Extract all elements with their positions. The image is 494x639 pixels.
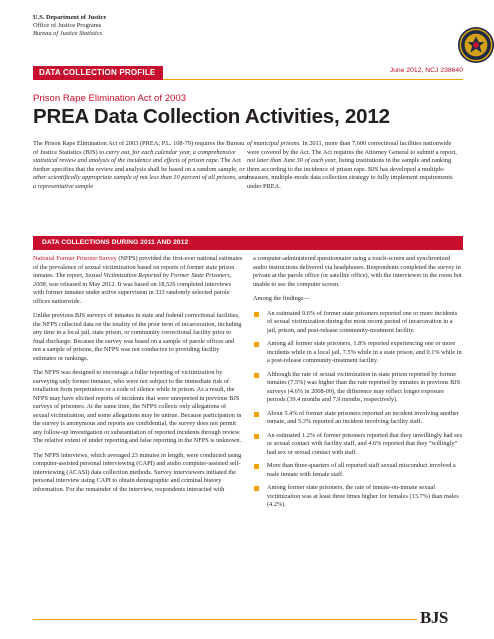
office-name: Office of Justice Programs bbox=[33, 22, 102, 30]
doj-seal-icon bbox=[457, 26, 494, 64]
body-paragraph: The NFPS interviews, which averaged 23 minutes in length, were conducted using computer-assisted personal interviewing (CAPI) and audio computer-assisted self-interviewing (ACASI) data collection methods. Survey interviewers initiated the personal interview using CAPI to obtain demographic and criminal history information. For the remainder of the interview, respondents interacted with bbox=[33, 451, 242, 493]
act-subtitle: Prison Rape Elimination Act of 2003 bbox=[33, 93, 187, 104]
intro-text: In 2011, more than 7,600 correctional facilities nationwide were covered by the Act. The Act requires the Attorney General to submit a report, bbox=[247, 140, 457, 156]
body-left-column bbox=[33, 255, 243, 500]
square-bullet-icon bbox=[254, 312, 259, 317]
finding-text: More than three-quarters of all reported staff sexual misconduct involved a male inmate with female staff. bbox=[267, 462, 456, 478]
intro-text: listing institutions in the sample and ranking them according to the incidence of prison rape. BJS has developed a multiple-measure, multiple-mode data collection strategy to fully implement requirements under PREA. bbox=[247, 157, 453, 190]
header-rule bbox=[163, 79, 463, 80]
finding-text: An estimated 1.2% of former prisoners reported that they unwillingly had sex or sexual contact with facility staff, and 4.6% reported that they “willingly” had sex or sexual contact with staff. bbox=[267, 431, 463, 456]
finding-item bbox=[253, 371, 463, 405]
finding-text: Among former state prisoners, the rate of inmate-on-inmate sexual victimization was at least three times higher for females (13.7%) than males (4.2%). bbox=[267, 484, 459, 508]
body-paragraph: The NFPS was designed to encourage a fuller reporting of victimization by surveying only former inmates, who were not subject to the immediate risk of retaliation from perpetrators or a code of silence while in prison. As a result, the NFPS may have elicited reports of incidents that were unreported in previous BJS surveys of prisoners. At the same time, the NFPS collects only allegations of sexual victimization, and some allegations may be untrue. Because participation in the survey is anonymous and reports are confidential, the survey does not permit any follow-up investigation or substantiation of reported incidents through review. The relative extent of under reporting and false reporting in the NFPS is unknown. bbox=[33, 369, 242, 444]
finding-item bbox=[253, 432, 463, 458]
body-text: (NFPS) provided the first-ever national estimates of the prevalence of sexual victimization based on reports of former state prison inmates. The report, bbox=[33, 255, 243, 279]
body-text: was released in May 2012. It was based on 18,526 completed interviews with former inmates under active supervision in 333 randomly selected parole offices nationwide. bbox=[33, 280, 232, 305]
page-header bbox=[33, 14, 463, 62]
data-collection-profile-banner bbox=[33, 66, 163, 80]
bjs-logo: BJS bbox=[420, 608, 448, 627]
nfps-lead-term: National Former Prisoner Survey bbox=[33, 255, 117, 262]
footer-rule bbox=[33, 619, 417, 620]
intro-italic-text: not later than June 30 of each year, bbox=[247, 157, 337, 165]
body-right-column bbox=[253, 255, 463, 515]
intro-text: The Act further specifies that the review and analysis shall be based on a random sample, bbox=[33, 157, 241, 173]
square-bullet-icon bbox=[254, 464, 259, 469]
finding-item bbox=[253, 484, 463, 510]
intro-paragraph-right bbox=[247, 140, 463, 192]
finding-item bbox=[253, 340, 463, 366]
finding-text: Among all former state prisoners, 1.8% reported experiencing one or more incidents while in a local jail, 7.5% while in a state prison, and 0.1% while in a post-release community-treatment facility. bbox=[267, 340, 462, 364]
intro-italic-text: of municipal prisons. bbox=[247, 140, 301, 147]
intro-italic-text: carry out, for each calendar year, a comprehensive statistical review and analysis of the incidence and effects of prison rape. bbox=[33, 148, 236, 165]
square-bullet-icon bbox=[254, 342, 259, 347]
finding-item bbox=[253, 310, 463, 336]
finding-text: Although the rate of sexual victimization in state prison reported by former inmates (7.5%) was higher than the rate reported by inmates in previous BJS surveys (4.6% in 2008-09), the difference may reflect longer exposure periods (39.4 months and 7.9 months, respectively). bbox=[267, 370, 461, 403]
findings-intro: Among the findings— bbox=[253, 295, 310, 302]
intro-italic-text: or other scientifically appropriate sample of not less than 10 percent of all prisons, and a representative sample bbox=[33, 165, 248, 190]
body-paragraph: Unlike previous BJS surveys of inmates in state and federal correctional facilities, the NFPS collected data on the totality of the prior term of incarceration, including any time in a local jail, state prison, or community correctional facility prior to final discharge. Because the survey was based on a sample of parole offices and not a sample of prisons, the NFPS was not conducive to providing facility estimates or rankings. bbox=[33, 312, 242, 362]
section-title: DATA COLLECTIONS DURING 2011 AND 2012 bbox=[42, 239, 189, 246]
department-name: U.S. Department of Justice bbox=[33, 14, 107, 21]
finding-item bbox=[253, 462, 463, 479]
agency-block bbox=[33, 14, 463, 39]
bureau-name: Bureau of Justice Statistics bbox=[33, 30, 103, 38]
dateline: June 2012, NCJ 238640 bbox=[389, 67, 463, 74]
intro-text: The Prison Rape Elimination Act of 2003 (PREA; P.L. 108-79) requires the Bureau of Justice Statistics (BJS) to bbox=[33, 140, 245, 156]
intro-left-column bbox=[33, 140, 249, 192]
section-header-bar bbox=[33, 236, 463, 250]
report-title: Sexual Victimization Reported by Former State Prisoners, 2008, bbox=[33, 272, 232, 288]
intro-paragraph-left bbox=[33, 140, 249, 192]
square-bullet-icon bbox=[254, 412, 259, 417]
banner-label: DATA COLLECTION PROFILE bbox=[39, 68, 156, 77]
square-bullet-icon bbox=[254, 486, 259, 491]
body-paragraph: a computer-administered questionnaire using a touch-screen and synchronized audio instructions delivered via headphones. Respondents completed the survey in private at the parole office (or satellite office), with the interviewer in the room but unable to see the computer screen. bbox=[253, 255, 462, 288]
findings-list bbox=[253, 310, 463, 510]
square-bullet-icon bbox=[254, 373, 259, 378]
finding-item bbox=[253, 410, 463, 427]
finding-text: About 5.4% of former state prisoners reported an incident involving another inmate, and 5.3% reported an incident involving facility staff. bbox=[267, 409, 459, 425]
finding-text: An estimated 9.6% of former state prisoners reported one or more incidents of sexual victimization during the most recent period of incarceration in a jail, prison, and post-release community-treatment facility. bbox=[267, 309, 458, 334]
square-bullet-icon bbox=[254, 434, 259, 439]
page-title: PREA Data Collection Activities, 2012 bbox=[33, 105, 390, 128]
intro-right-column bbox=[247, 140, 463, 192]
nfps-paragraph bbox=[33, 255, 243, 306]
